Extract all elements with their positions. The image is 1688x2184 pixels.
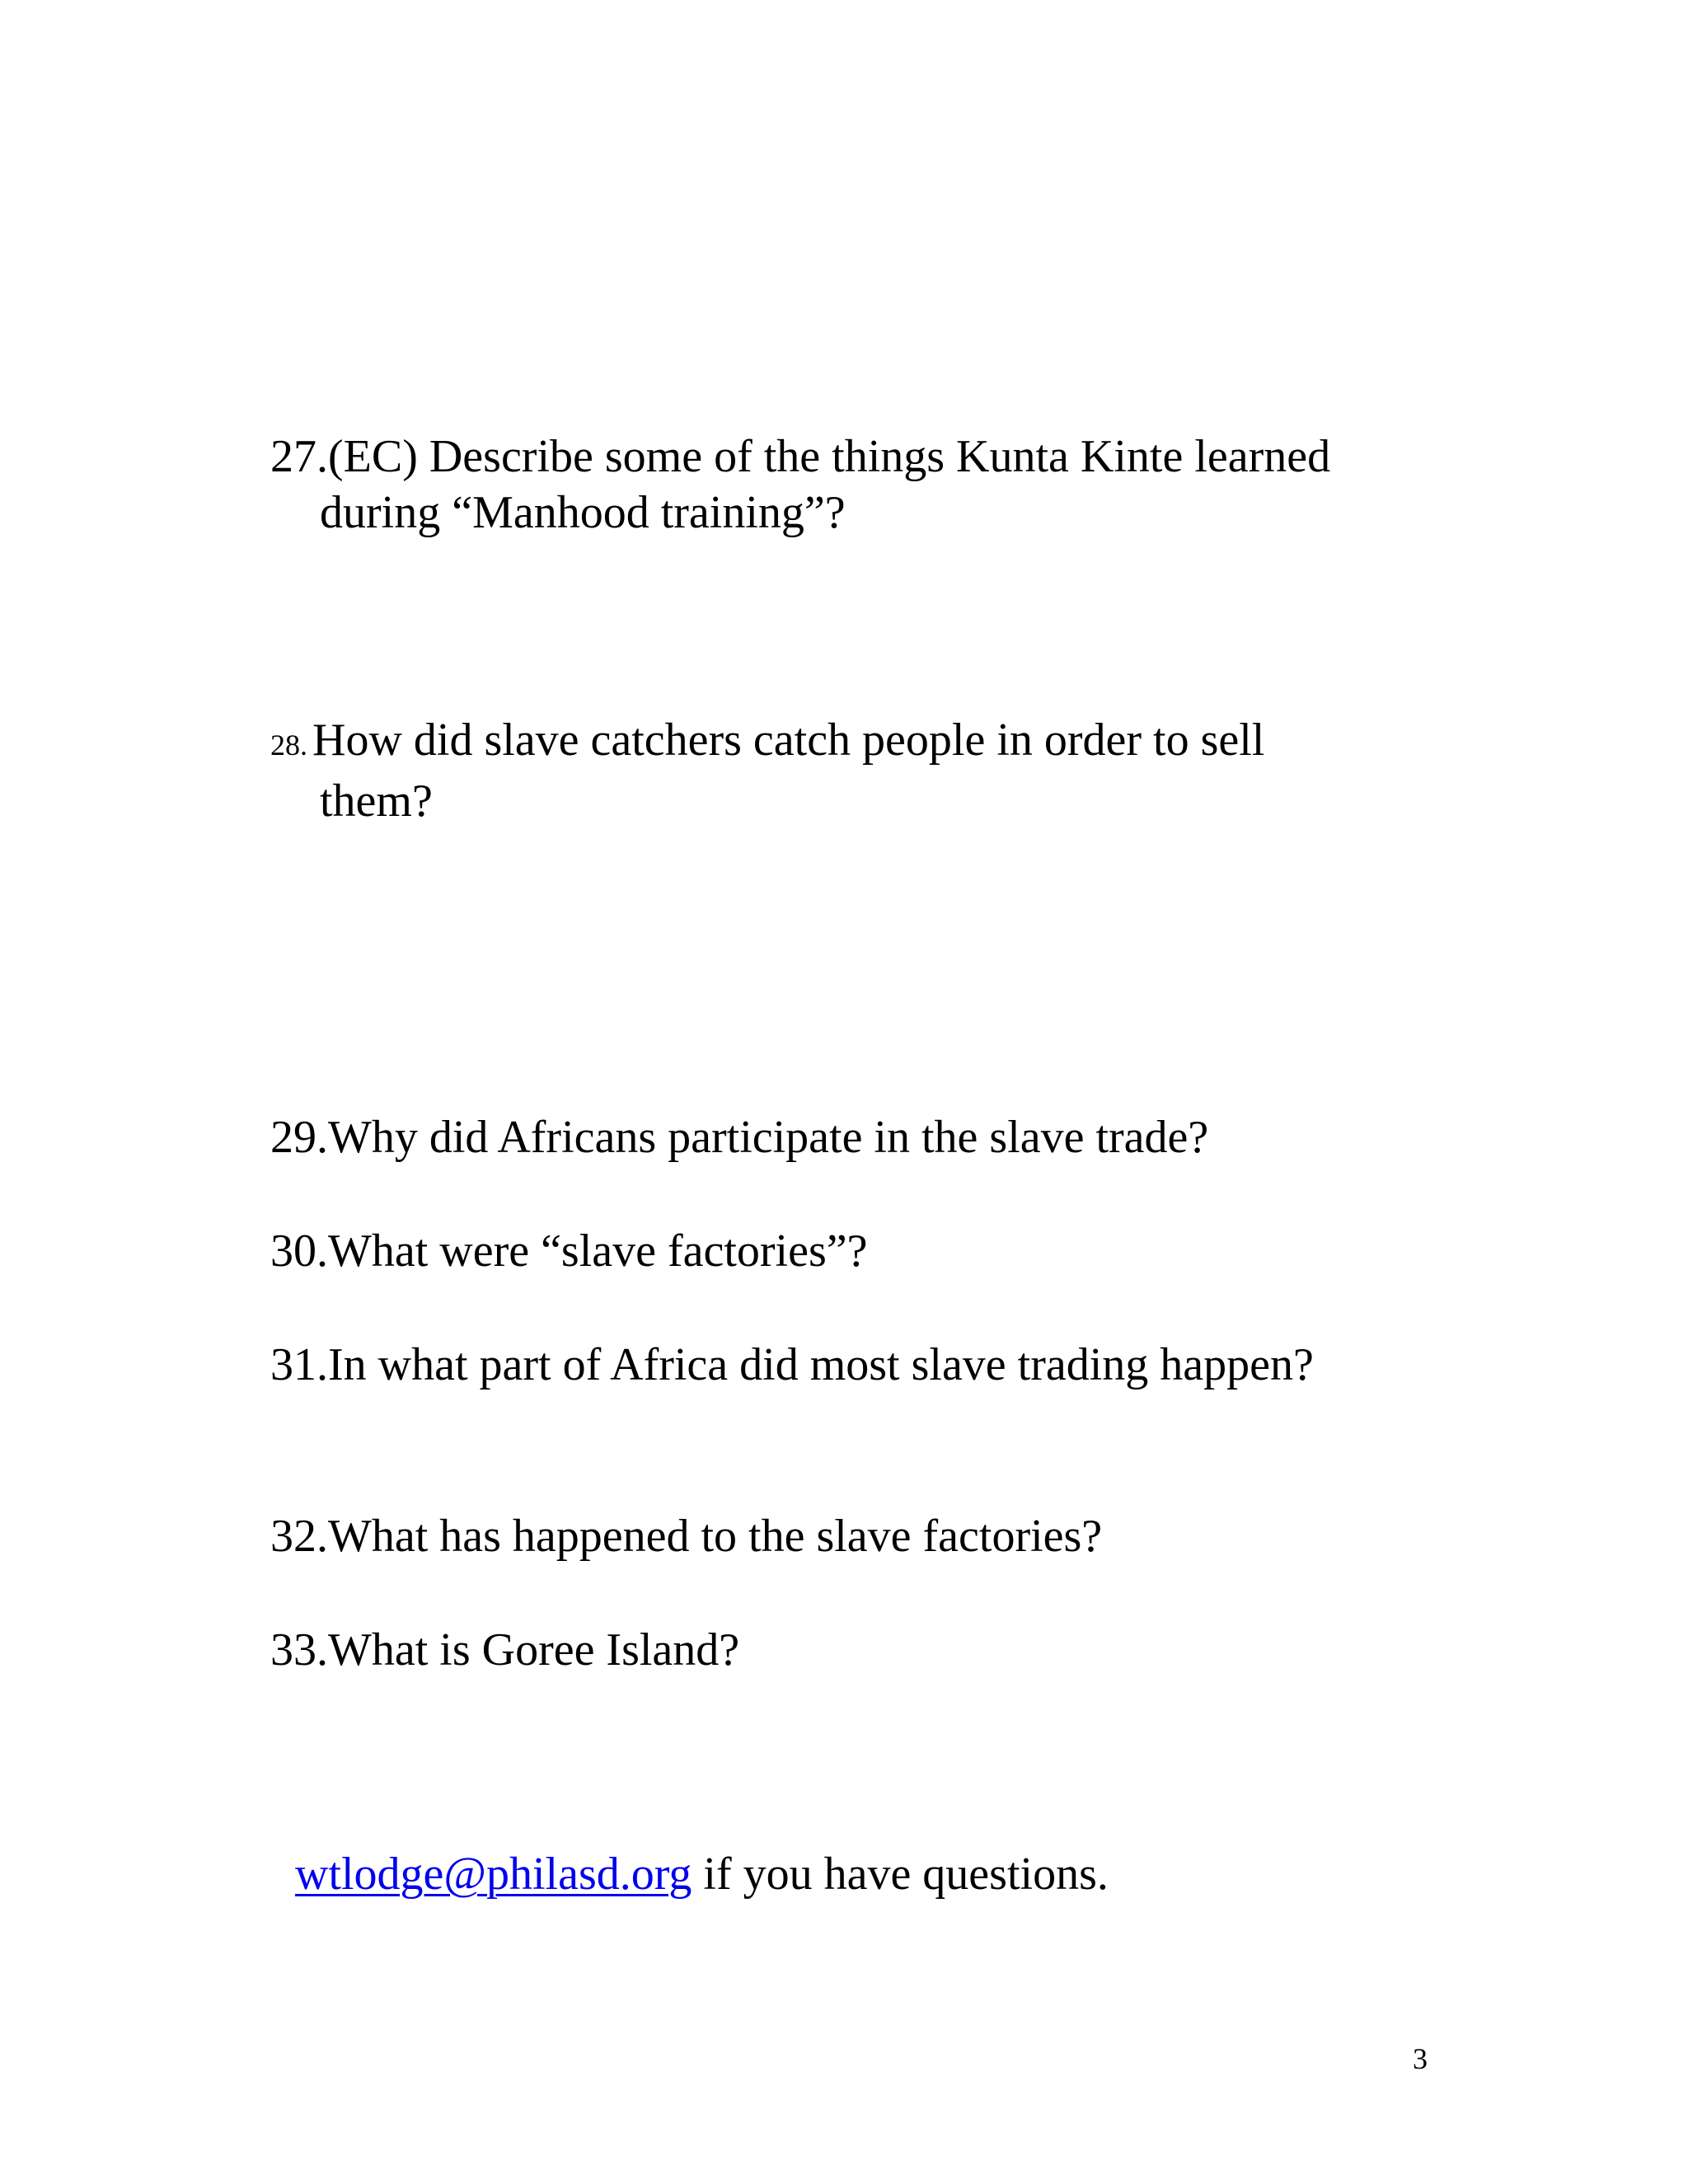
question-28 <box>270 712 1264 829</box>
question-30 <box>270 1223 867 1279</box>
question-number: 29. <box>270 1112 328 1163</box>
question-text: How did slave catchers catch people in order to sell <box>312 715 1265 766</box>
question-text-continued: during “Manhood training”? <box>320 487 846 538</box>
question-31 <box>270 1337 1314 1393</box>
question-32 <box>270 1508 1102 1564</box>
question-29 <box>270 1109 1208 1165</box>
question-number: 31. <box>270 1339 328 1390</box>
question-number: 28. <box>270 729 307 762</box>
question-33 <box>270 1622 739 1678</box>
email-link[interactable]: wtlodge@philasd.org <box>295 1849 692 1900</box>
question-text: What is Goree Island? <box>328 1624 740 1675</box>
question-text: In what part of Africa did most slave trading happen? <box>328 1339 1314 1390</box>
question-text: What has happened to the slave factories? <box>328 1511 1103 1562</box>
question-number: 27. <box>270 431 328 482</box>
question-27 <box>270 429 1330 541</box>
question-number: 32. <box>270 1511 328 1562</box>
question-text: What were “slave factories”? <box>328 1226 868 1277</box>
question-text-continued: them? <box>320 776 433 827</box>
question-number: 30. <box>270 1226 328 1277</box>
page-number: 3 <box>1413 2042 1428 2075</box>
question-text: Why did Africans participate in the slave trade? <box>328 1112 1209 1163</box>
question-number: 33. <box>270 1624 328 1675</box>
contact-text: if you have questions. <box>692 1849 1109 1900</box>
question-text: (EC) Describe some of the things Kunta Kinte learned <box>328 431 1331 482</box>
contact-line <box>295 1846 1109 1902</box>
